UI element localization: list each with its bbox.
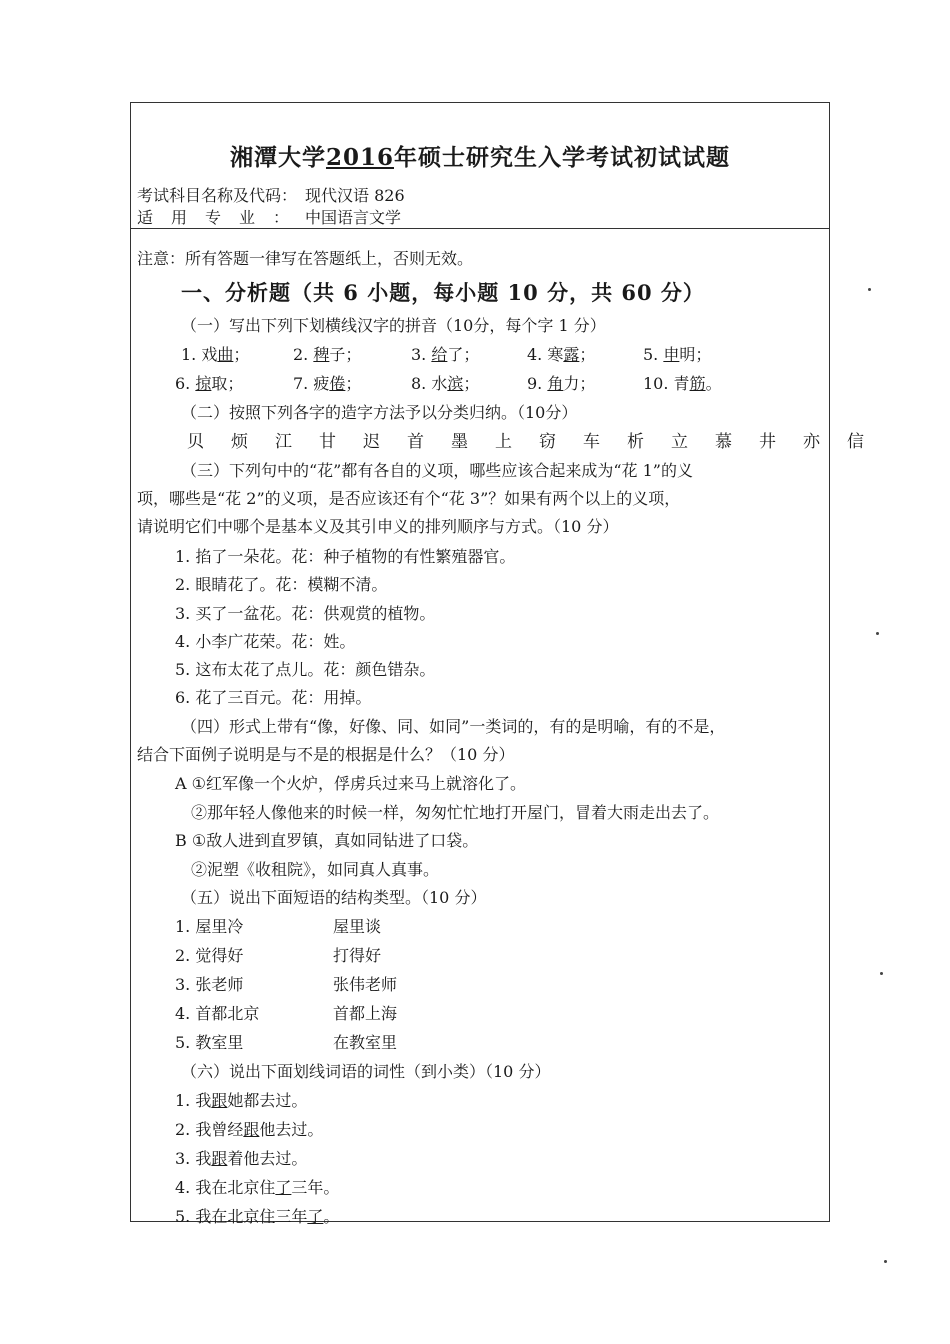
section-title: 一、分析题（共 6 小题，每小题 10 分，共 60 分） bbox=[181, 280, 705, 305]
exam-year: 2016 bbox=[325, 144, 394, 171]
part3-line1: （三）下列句中的“花”都有各自的义项，哪些应该合起来成为“花 1”的义 bbox=[181, 461, 693, 480]
part3-item: 1. 掐了一朵花。花：种子植物的有性繁殖器官。 bbox=[175, 547, 516, 566]
part4-line2: 结合下面例子说明是与不是的根据是什么？（10 分） bbox=[137, 745, 515, 764]
part5-row: 5. 教室里 在教室里 bbox=[175, 1033, 398, 1052]
part4-b2: ②泥塑《收租院》，如同真人真事。 bbox=[191, 860, 440, 879]
major-value: 中国语言文学 bbox=[305, 208, 402, 227]
scan-speck bbox=[880, 972, 883, 975]
part4-line1: （四）形式上带有“像，好像、同、如同”一类词的，有的是明喻，有的不是， bbox=[181, 717, 726, 736]
part6-title: （六）说出下面划线词语的词性（到小类）（10 分） bbox=[181, 1062, 551, 1081]
part5-row: 2. 觉得好 打得好 bbox=[175, 946, 382, 965]
part2-title: （二）按照下列各字的造字方法予以分类归纳。（10分） bbox=[181, 403, 578, 422]
part4-a1: A ①红军像一个火炉，俘虏兵过来马上就溶化了。 bbox=[175, 774, 526, 793]
subject-line bbox=[137, 183, 405, 206]
subject-label: 考试科目名称及代码： bbox=[137, 186, 298, 205]
part2-chars: 贝 烦 江 甘 迟 首 墨 上 窃 车 析 立 慕 井 亦 信 bbox=[187, 432, 864, 452]
part1-row2: 6. 掠取； 7. 疲倦； 8. 水滨； 9. 角力； 10. 青筋。 bbox=[175, 374, 722, 393]
part1-title: （一）写出下列下划横线汉字的拼音（10分，每个字 1 分） bbox=[181, 316, 606, 335]
scan-speck bbox=[876, 632, 879, 635]
part6-item: 3. 我跟着他去过。 bbox=[175, 1149, 308, 1168]
part1-row1: 1. 戏曲； 2. 稗子； 3. 给了； 4. 寒露； 5. 申明； bbox=[181, 345, 712, 364]
part6-item: 5. 我在北京住三年了。 bbox=[175, 1207, 340, 1226]
part5-row: 3. 张老师 张伟老师 bbox=[175, 975, 398, 994]
part6-item: 4. 我在北京住了三年。 bbox=[175, 1178, 340, 1197]
exam-header bbox=[131, 103, 829, 229]
subject-value: 现代汉语 826 bbox=[305, 186, 405, 205]
part3-item: 5. 这布太花了点儿。花：颜色错杂。 bbox=[175, 660, 436, 679]
notice: 注意：所有答题一律写在答题纸上，否则无效。 bbox=[137, 249, 474, 268]
part6-item: 2. 我曾经跟他去过。 bbox=[175, 1120, 324, 1139]
part5-row: 4. 首都北京 首都上海 bbox=[175, 1004, 398, 1023]
part3-line2: 项，哪些是“花 2”的义项，是否应该还有个“花 3”？如果有两个以上的义项， bbox=[137, 489, 681, 508]
major-label: 适用专业： bbox=[137, 208, 308, 227]
part4-b1: B ①敌人进到直罗镇，真如同钻进了口袋。 bbox=[175, 831, 479, 850]
part3-item: 4. 小李广花荣。花：姓。 bbox=[175, 632, 356, 651]
part5-row: 1. 屋里冷 屋里谈 bbox=[175, 917, 382, 936]
part6-item: 1. 我跟她都去过。 bbox=[175, 1091, 308, 1110]
exam-title: 湘潭大学2016年硕士研究生入学考试初试试题 bbox=[229, 144, 730, 171]
part3-item: 2. 眼睛花了。花：模糊不清。 bbox=[175, 575, 388, 594]
part5-title: （五）说出下面短语的结构类型。（10 分） bbox=[181, 888, 487, 907]
scan-speck bbox=[868, 288, 871, 291]
major-line bbox=[137, 205, 401, 228]
part3-item: 3. 买了一盆花。花：供观赏的植物。 bbox=[175, 604, 436, 623]
part4-a2: ②那年轻人像他来的时候一样，匆匆忙忙地打开屋门，冒着大雨走出去了。 bbox=[191, 803, 720, 822]
part3-line3: 请说明它们中哪个是基本义及其引申义的排列顺序与方式。（10 分） bbox=[137, 517, 619, 536]
part3-item: 6. 花了三百元。花：用掉。 bbox=[175, 688, 372, 707]
scan-speck bbox=[884, 1260, 887, 1263]
exam-sheet bbox=[130, 102, 864, 1226]
